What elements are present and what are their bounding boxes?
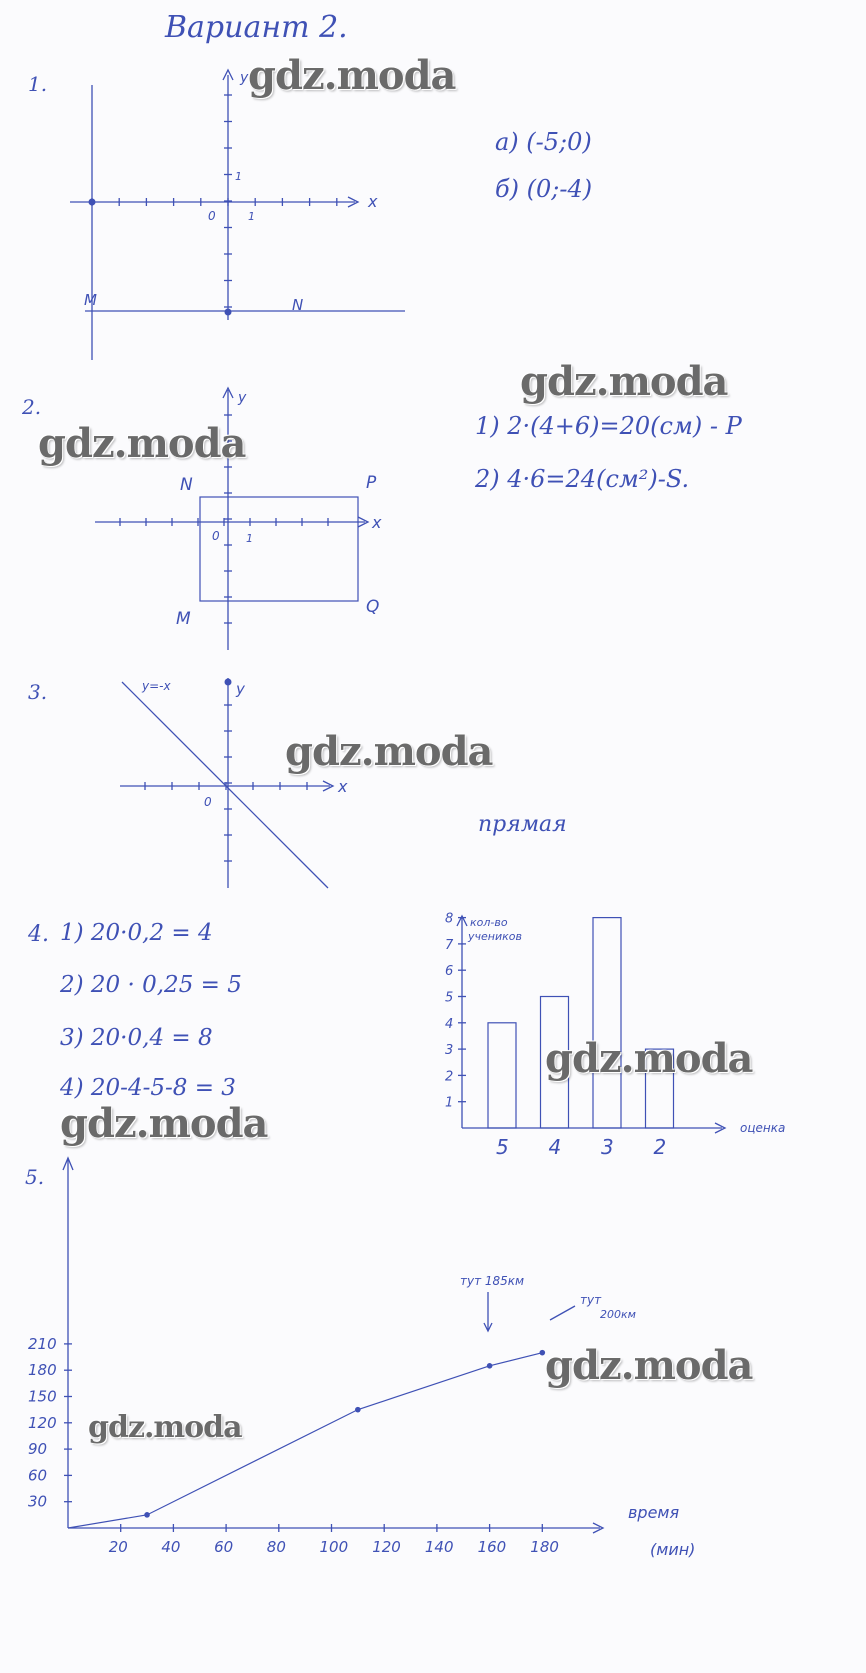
bar-chart-x-tick-label: 2 [653, 1135, 667, 1159]
watermark-2: gdz.moda [520, 358, 728, 405]
line-chart-y-tick-label: 120 [28, 1413, 57, 1432]
line-point [144, 1512, 150, 1518]
task-4-line-3: 3) 20·0,4 = 8 [60, 1025, 213, 1051]
line-chart-y-tick-label: 30 [28, 1492, 48, 1511]
task-2-point-n: N [180, 475, 193, 495]
watermark-7: gdz.moda [545, 1342, 753, 1389]
task-2-point-q: Q [366, 597, 380, 617]
bar-5 [488, 1023, 516, 1128]
task-2-y-label: y [238, 390, 247, 406]
task-3-origin: 0 [204, 795, 212, 809]
task-3-line-label: y=-x [142, 679, 171, 693]
line-chart-x-tick-label: 140 [424, 1538, 454, 1556]
line-chart-y-tick-label: 150 [28, 1387, 57, 1406]
watermark-5: gdz.moda [545, 1035, 753, 1082]
task-2-number: 2. [22, 395, 42, 419]
bar-chart-ylabel-2: учеников [468, 930, 522, 943]
task-3-x-label: x [338, 777, 348, 796]
task-1-answer-b: б) (0;-4) [495, 175, 593, 203]
bar-chart-y-tick-label: 2 [445, 1069, 454, 1085]
bar-3 [593, 918, 621, 1128]
line-chart-annotation-2a: тут [580, 1293, 602, 1307]
task-1-point-m: M [84, 291, 97, 309]
task-1-x-label: x [368, 192, 378, 211]
task-2-point-m: M [176, 609, 191, 629]
task-2-line-2: 2) 4·6=24(см²)-S. [475, 465, 690, 493]
task-1-unit-y: 1 [235, 170, 242, 183]
line-chart-y-tick-label: 210 [28, 1334, 57, 1353]
watermark-4: gdz.moda [285, 728, 493, 775]
task-4-line-1: 1) 20·0,2 = 4 [60, 920, 213, 946]
watermark-6: gdz.moda [60, 1100, 268, 1147]
task-4-number: 4. [28, 922, 49, 947]
bar-chart-y-tick-label: 1 [445, 1095, 454, 1111]
watermark-8: gdz.moda [88, 1410, 242, 1445]
line-chart-annotation-2b: 200км [600, 1308, 636, 1321]
watermark-1: gdz.moda [248, 52, 456, 99]
task-4-line-4: 4) 20-4-5-8 = 3 [60, 1075, 236, 1101]
task-5-number: 5. [25, 1165, 45, 1189]
line-chart-x-tick-label: 180 [530, 1538, 559, 1556]
line-chart-y-tick-label: 90 [28, 1440, 48, 1459]
bar-chart-y-tick-label: 4 [445, 1016, 454, 1032]
task-3-answer: прямая [478, 812, 567, 837]
bar-chart-y-tick-label: 6 [445, 964, 454, 980]
line-chart-y-tick-label: 180 [28, 1361, 57, 1380]
line-chart-xlabel-2: (мин) [650, 1540, 696, 1559]
bar-chart-x-tick-label: 3 [601, 1135, 614, 1159]
bar-chart-x-tick-label: 4 [548, 1135, 562, 1159]
task-1-number: 1. [28, 72, 48, 96]
task-2-unit-x: 1 [246, 532, 253, 545]
watermark-3: gdz.moda [38, 420, 246, 467]
line-point [487, 1363, 493, 1369]
line-chart-x-tick-label: 40 [161, 1538, 181, 1556]
line-point [355, 1407, 361, 1413]
task-2-line-1: 1) 2·(4+6)=20(см) - P [475, 412, 742, 440]
task-1-point-n: N [292, 296, 304, 314]
task-2-origin: 0 [212, 529, 220, 543]
bar-chart-y-tick-label: 5 [445, 990, 454, 1006]
bar-chart-y-tick-label: 7 [445, 937, 454, 953]
line-chart-x-tick-label: 120 [372, 1538, 401, 1556]
line-chart-annotation-1: тут 185км [460, 1274, 525, 1288]
bar-chart-y-tick-label: 8 [445, 911, 454, 927]
task-4-line-2: 2) 20 · 0,25 = 5 [60, 972, 242, 998]
line-chart-x-tick-label: 20 [108, 1538, 128, 1556]
task-2-x-label: x [372, 513, 382, 532]
bar-chart-ylabel-1: кол-во [470, 916, 508, 929]
line-chart-xlabel-1: время [628, 1503, 680, 1522]
task-3-y-label: y [236, 680, 245, 698]
line-chart-x-tick-label: 160 [477, 1538, 507, 1556]
bar-chart-xlabel: оценка [740, 1121, 786, 1135]
line-chart-x-tick-label: 60 [214, 1538, 234, 1556]
bar-chart-y-tick-label: 3 [445, 1043, 454, 1059]
variant-title: Вариант 2. [165, 10, 348, 45]
task-1-origin: 0 [208, 209, 216, 223]
task-1-unit-x: 1 [248, 210, 255, 223]
line-chart-x-tick-label: 100 [319, 1538, 349, 1556]
task-1-answer-a: а) (-5;0) [495, 128, 592, 156]
task-1-y-label: y [240, 70, 249, 86]
task-3-number: 3. [28, 680, 48, 704]
line-chart-y-tick-label: 60 [28, 1466, 48, 1485]
line-chart-x-tick-label: 80 [266, 1538, 286, 1556]
bar-chart-x-tick-label: 5 [496, 1135, 509, 1159]
task-2-point-p: P [366, 473, 377, 493]
